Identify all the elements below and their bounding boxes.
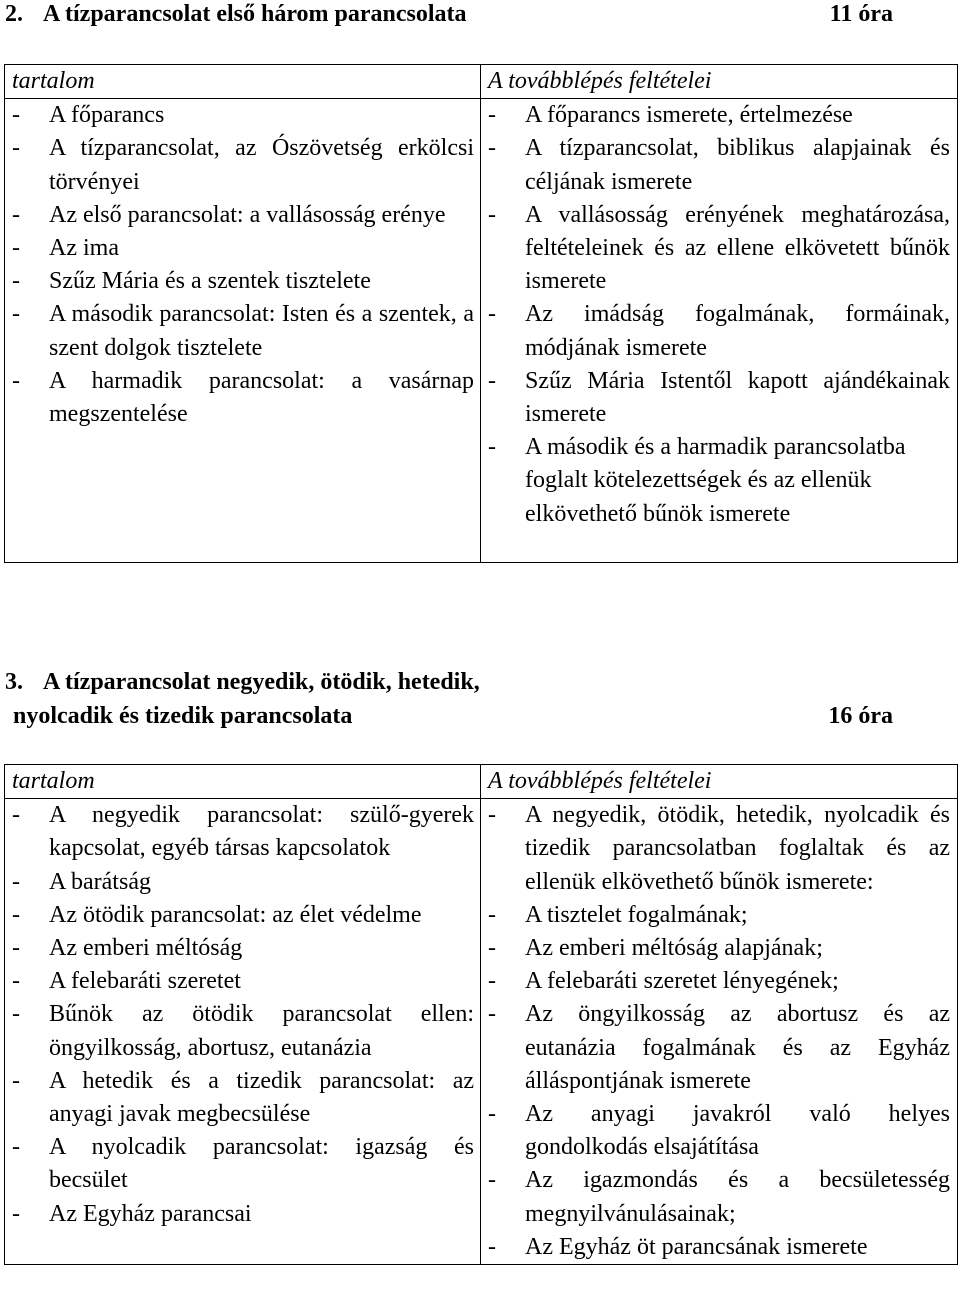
bullet-dash: - <box>488 135 496 162</box>
bullet-dash: - <box>12 1134 20 1161</box>
list-item: - Az imádság fogalmának, formáinak, módjának ismerete <box>488 298 950 364</box>
section-2-table <box>4 64 958 563</box>
section-hours: 11 óra <box>829 1 893 27</box>
list-item: - A főparancs <box>12 99 474 132</box>
bullet-dash: - <box>488 201 496 228</box>
bullet-dash: - <box>488 901 496 928</box>
list-item: - A negyedik, ötödik, hetedik, nyolcadik és tizedik parancsolatban foglaltak és az ellenük elkövethető bűnök ismerete: <box>488 799 950 899</box>
list-item: - A felebaráti szeretet <box>12 965 474 998</box>
bullet-dash: - <box>12 968 20 995</box>
bullet-dash: - <box>12 135 20 162</box>
bullet-dash: - <box>488 102 496 129</box>
bullet-dash: - <box>12 268 20 295</box>
section-hours: 16 óra <box>828 703 893 729</box>
list-item: - A felebaráti szeretet lényegének; <box>488 965 950 998</box>
bullet-dash: - <box>488 1101 496 1128</box>
bullet-dash: - <box>12 201 20 228</box>
list-item: - Az anyagi javakról való helyes gondolkodás elsajátítása <box>488 1098 950 1164</box>
column-header-requirements: A továbblépés feltételei <box>481 65 958 99</box>
bullet-dash: - <box>12 235 20 262</box>
list-item: - A főparancs ismerete, értelmezése <box>488 99 950 132</box>
list-item: - A második parancsolat: Isten és a szentek, a szent dolgok tisztelete <box>12 298 474 364</box>
list-item: - Az öngyilkosság az abortusz és az eutanázia fogalmának és az Egyház álláspontjának ismerete <box>488 998 950 1098</box>
list-item: - Az ötödik parancsolat: az élet védelme <box>12 899 474 932</box>
column-header-content: tartalom <box>5 765 481 799</box>
bullet-dash: - <box>488 301 496 328</box>
bullet-dash: - <box>488 367 496 394</box>
bullet-dash: - <box>12 935 20 962</box>
bullet-dash: - <box>12 102 20 129</box>
section-title-line-2: nyolcadik és tizedik parancsolata <box>13 703 353 729</box>
section-3-heading <box>5 665 893 733</box>
list-item: - A harmadik parancsolat: a vasárnap megszentelése <box>12 365 474 431</box>
bullet-dash: - <box>488 1233 496 1260</box>
bullet-dash: - <box>12 802 20 829</box>
list-item: - A második és a harmadik parancsolatba foglalt kötelezettségek és az ellenük elkövethető bűnök ismerete <box>488 431 950 531</box>
bullet-dash: - <box>488 802 496 829</box>
list-item: - A tízparancsolat, biblikus alapjainak és céljának ismerete <box>488 132 950 198</box>
list-item: - Az Egyház parancsai <box>12 1198 474 1231</box>
bullet-dash: - <box>12 868 20 895</box>
list-item: - Szűz Mária és a szentek tisztelete <box>12 265 474 298</box>
bullet-dash: - <box>12 1200 20 1227</box>
list-item: - Az Egyház öt parancsának ismerete <box>488 1231 950 1264</box>
list-item: - Az emberi méltóság <box>12 932 474 965</box>
list-item: - A hetedik és a tizedik parancsolat: az anyagi javak megbecsülése <box>12 1065 474 1131</box>
bullet-dash: - <box>12 1001 20 1028</box>
list-item: - A vallásosság erényének meghatározása, feltételeinek és az ellene elkövetett bűnök ismerete <box>488 199 950 299</box>
bullet-dash: - <box>488 968 496 995</box>
list-item: - A barátság <box>12 866 474 899</box>
bullet-dash: - <box>12 301 20 328</box>
section-number: 2. <box>5 1 23 27</box>
content-cell <box>5 99 481 563</box>
list-item: - A tisztelet fogalmának; <box>488 899 950 932</box>
requirements-cell <box>481 799 958 1265</box>
section-3-table <box>4 764 958 1265</box>
bullet-dash: - <box>12 367 20 394</box>
list-item: - A nyolcadik parancsolat: igazság és becsület <box>12 1131 474 1197</box>
list-item: - Az igazmondás és a becsületesség megnyilvánulásainak; <box>488 1164 950 1230</box>
list-item: - Az ima <box>12 232 474 265</box>
column-header-content: tartalom <box>5 65 481 99</box>
list-item: - Az első parancsolat: a vallásosság erénye <box>12 199 474 232</box>
section-2-heading <box>5 0 893 31</box>
requirements-cell <box>481 99 958 563</box>
content-cell <box>5 799 481 1265</box>
section-title: A tízparancsolat első három parancsolata <box>43 1 467 27</box>
list-item: - Bűnök az ötödik parancsolat ellen: öngyilkosság, abortusz, eutanázia <box>12 998 474 1064</box>
bullet-dash: - <box>12 901 20 928</box>
list-item: - A negyedik parancsolat: szülő-gyerek kapcsolat, egyéb társas kapcsolatok <box>12 799 474 865</box>
bullet-dash: - <box>488 1167 496 1194</box>
section-number: 3. <box>5 669 23 695</box>
bullet-dash: - <box>488 1001 496 1028</box>
bullet-dash: - <box>488 434 496 461</box>
list-item: - Az emberi méltóság alapjának; <box>488 932 950 965</box>
list-item: - Szűz Mária Istentől kapott ajándékainak ismerete <box>488 365 950 431</box>
column-header-requirements: A továbblépés feltételei <box>481 765 958 799</box>
bullet-dash: - <box>12 1067 20 1094</box>
section-title-line-1: A tízparancsolat negyedik, ötödik, hetedik, <box>43 669 480 695</box>
list-item: - A tízparancsolat, az Ószövetség erkölcsi törvényei <box>12 132 474 198</box>
bullet-dash: - <box>488 935 496 962</box>
